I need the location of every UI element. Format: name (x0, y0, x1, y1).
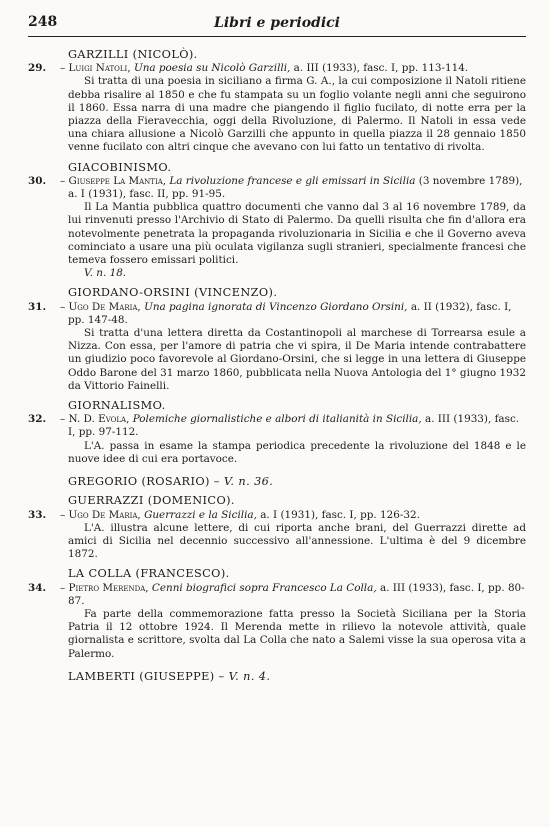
entry-dash: – (60, 508, 66, 521)
entry-author: Luigi Natoli, (68, 62, 131, 75)
see-also-reference: V. n. 4. (228, 669, 271, 683)
entry-author: Giuseppe La Mantia, (68, 174, 167, 187)
entry-title: Guerrazzi e la Sicilia, (144, 508, 257, 521)
entry-title: Cenni biografici sopra Francesco La Colla, (151, 581, 377, 594)
section-heading: GUERRAZZI (DOMENICO). (68, 494, 235, 508)
citation (28, 509, 526, 522)
entry-abstract: Si tratta di una poesia in siciliano a firma G. A., la cui composizione il Natoli ritiene debba risalire al 1850 e che fu stampata su un foglio volante negli anni che seguirono il 1860. Essa narra di una madre che piangendo il figlio fucilato, di notte erra per la piazza della Fieravecchia, oggi della Rivoluzione, di Palermo. Il Natoli in essa vede una chiara allusione a Nicolò Garzilli che appunto in quella piazza il 28 gennaio 1850 venne fucilato con altri cinque che avevano con lui fatto un tentativo di rivolta. (68, 75, 526, 154)
entry-dash: – (60, 413, 66, 426)
entry-abstract: Fa parte della commemorazione fatta presso la Società Siciliana per la Storia Patria il 12 ottobre 1924. Il Merenda mette in rilievo la notevole attività, quale giornalista e scrittore, svolta dal La Colla che nato a Salemi visse la sua operosa vita a Palermo. (68, 607, 526, 660)
entry-number: 33. (28, 508, 47, 521)
citation (28, 62, 526, 75)
see-also-reference: V. n. 18. (84, 267, 127, 280)
entry-number: 30. (28, 174, 47, 187)
entry-author: N. D. Evola, (68, 413, 130, 426)
page-number: 248 (28, 14, 58, 30)
entry-title: La rivoluzione francese e gli emissari in Sicilia (169, 174, 416, 187)
bibliography-entry (28, 301, 526, 393)
section-heading: GIACOBINISMO. (68, 160, 172, 174)
citation (28, 413, 526, 439)
entry-title: Polemiche giornalistiche e albori di italianità in Sicilia, (132, 413, 422, 426)
entry-dash: – (60, 62, 66, 75)
entry-abstract: Il La Mantia pubblica quattro documenti che vanno dal 3 al 16 novembre 1789, da lui rinvenuti presso l'Archivio di Stato di Palermo. Da quelli risulta che fin d'allora era notevolmente penetrata la propaganda rivoluzionaria in Sicilia e che il Governo aveva cominciato a usare una più oculata vigilanza sugli stranieri, specialmente francesi che temeva fossero emissari politici. (68, 201, 526, 267)
bibliography-entry (28, 62, 526, 154)
bibliography-entry (28, 509, 526, 562)
bibliography-entry (28, 175, 526, 281)
bibliography-entry (28, 413, 526, 466)
entry-title: Una pagina ignorata di Vincenzo Giordano Orsini, (144, 300, 408, 313)
entry-abstract: L'A. illustra alcune lettere, di cui riporta anche brani, del Guerrazzi dirette ad amici di Sicilia nel decennio successivo all'annessione. L'ultima è del 9 dicembre 1872. (68, 521, 526, 561)
page-header (28, 14, 526, 37)
entry-publication: a. II (1932), fasc. I, pp. 147-48. (68, 300, 512, 326)
entry-number: 29. (28, 62, 47, 75)
section-heading: GARZILLI (NICOLÒ). (68, 48, 198, 61)
entry-abstract: Si tratta d'una lettera diretta da Costantinopoli al marchese di Torrearsa esule a Nizza. Con essa, per l'amore di patria che vi spira, il De Maria intende contrabattere un giudizio poco favorevole al Giordano-Orsini, che si legge in una lettera di Giuseppe Oddo Barone del 31 marzo 1860, pubblicata nella Nuova Antologia del 1° giugno 1932 da Vittorio Fainelli. (68, 327, 526, 392)
citation (28, 175, 526, 201)
section-heading (28, 475, 526, 488)
section-heading-text: GREGORIO (ROSARIO) – (68, 475, 220, 489)
entry-publication: a. III (1933), fasc. I, pp. 97-112. (68, 413, 520, 439)
entry-publication: a. III (1933), fasc. I, pp. 80-87. (68, 581, 525, 607)
entry-abstract: L'A. passa in esame la stampa periodica precedente la rivoluzione del 1848 e le nuove idee di cui era portavoce. (68, 439, 526, 465)
entry-number: 31. (28, 300, 47, 313)
entry-publication: a. III (1933), fasc. I, pp. 113-114. (293, 62, 469, 75)
entry-dash: – (60, 581, 66, 594)
section-heading (28, 670, 526, 683)
section-heading: GIORDANO-ORSINI (VINCENZO). (68, 286, 278, 300)
entry-author: Ugo De Maria, (68, 300, 141, 313)
section-heading: LA COLLA (FRANCESCO). (68, 567, 230, 581)
see-also-reference: V. n. 36. (223, 475, 274, 489)
entry-title: Una poesia su Nicolò Garzilli, (133, 62, 291, 75)
section-heading: GIORNALISMO. (68, 399, 166, 413)
entry-number: 34. (28, 581, 47, 594)
citation (28, 582, 526, 608)
entry-author: Ugo De Maria, (68, 508, 141, 521)
running-title: Libri e periodici (214, 15, 340, 31)
section-heading-text: LAMBERTI (GIUSEPPE) – (68, 669, 225, 683)
entry-author: Pietro Merenda, (68, 581, 149, 594)
entry-publication: a. I (1931), fasc. I, pp. 126-32. (260, 508, 420, 521)
citation (28, 301, 526, 327)
entry-dash: – (60, 174, 66, 187)
bibliography-entry (28, 582, 526, 661)
entry-dash: – (60, 300, 66, 313)
entry-number: 32. (28, 413, 47, 426)
page-content (28, 44, 526, 689)
entry-publication: (3 novembre 1789), a. I (1931), fasc. II, pp. 91-95. (68, 174, 523, 201)
